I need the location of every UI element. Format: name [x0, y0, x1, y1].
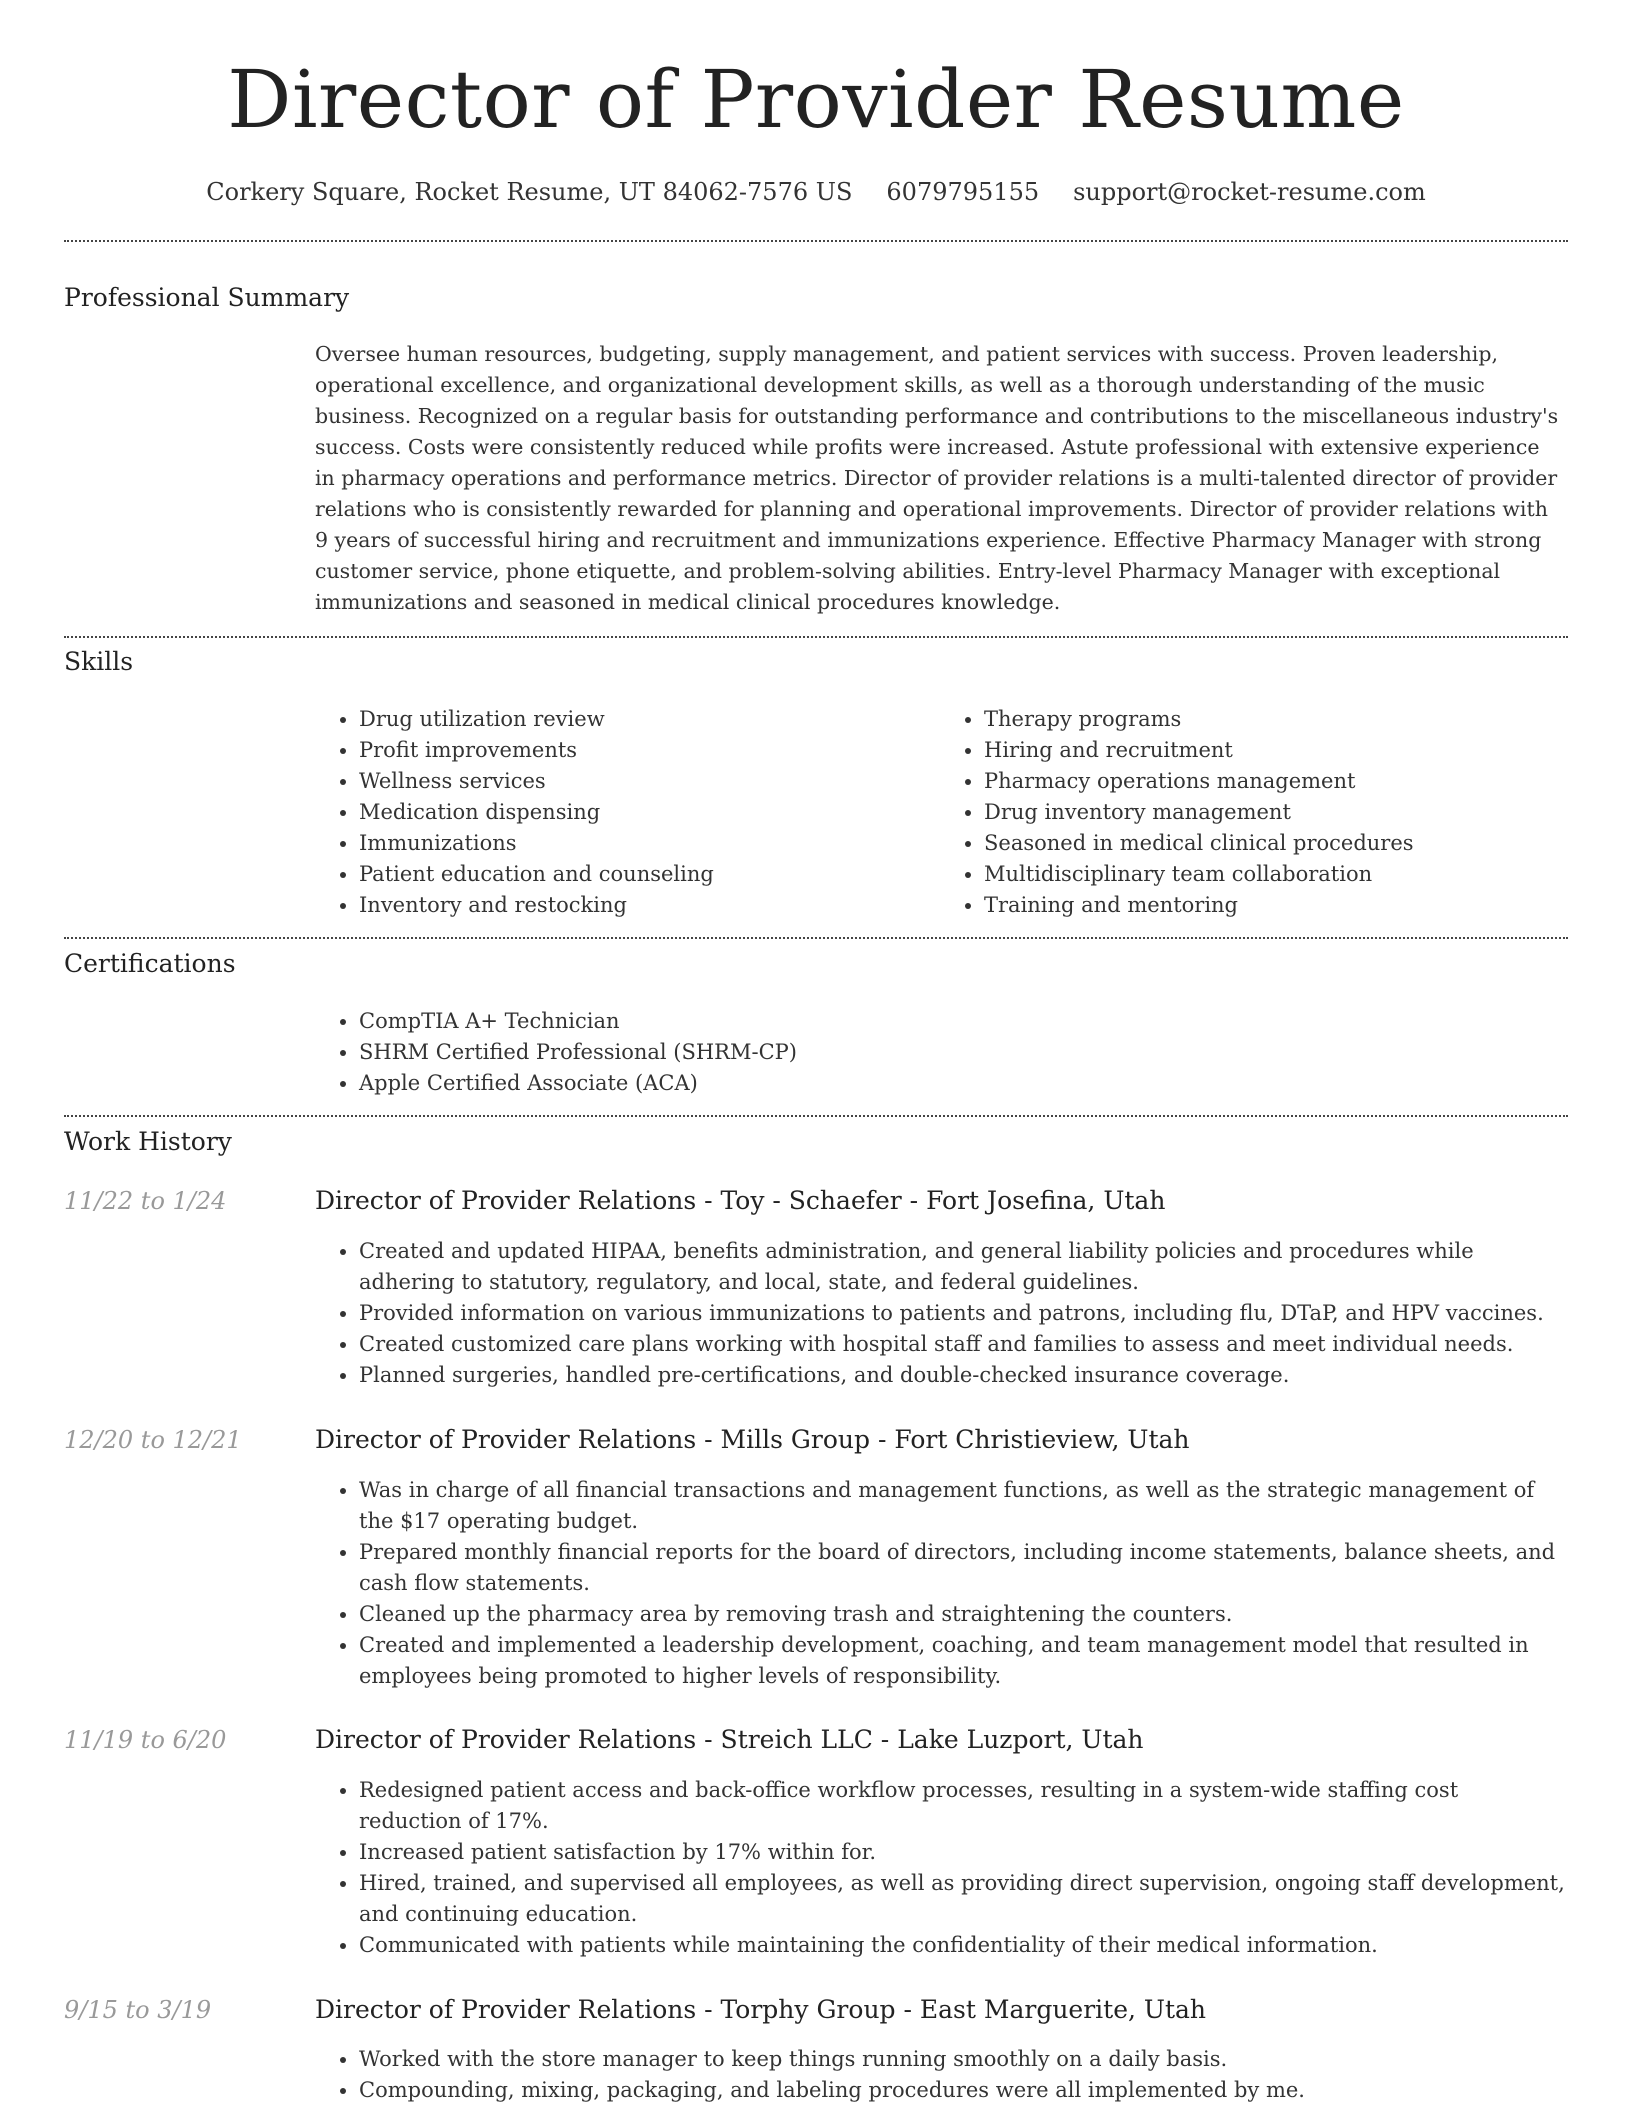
resume-header	[0, 0, 1632, 206]
skill-item: • Medication dispensing	[359, 797, 940, 828]
job-duty: • Planned surgeries, handled pre-certifications, and double-checked insurance coverage.	[359, 1360, 1565, 1391]
job-duty: • Worked with the store manager to keep things running smoothly on a daily basis.	[359, 2044, 1565, 2075]
certification-item: • SHRM Certified Professional (SHRM-CP)	[359, 1037, 1215, 1068]
job-duty: • Created and updated HIPAA, benefits administration, and general liability policies and procedures while adhering to statutory, regulatory, and local, state, and federal guidelines.	[359, 1236, 1565, 1298]
contact-address: Corkery Square, Rocket Resume, UT 84062-7576 US	[206, 178, 853, 206]
skill-item: • Immunizations	[359, 828, 940, 859]
skills-list	[315, 704, 1565, 921]
job-duty: • Increased patient satisfaction by 17% within for.	[359, 1837, 1565, 1868]
job-duties	[315, 1236, 1565, 1391]
job-duty: • Cleaned up the pharmacy area by removing trash and straightening the counters.	[359, 1599, 1565, 1630]
job-dates: 12/20 to 12/21	[64, 1426, 242, 1454]
job-duty: • Provided information on various immunizations to patients and patrons, including flu, DTaP, and HPV vaccines.	[359, 1298, 1565, 1329]
summary-heading: Professional Summary	[64, 283, 350, 312]
contact-phone: 6079795155	[886, 178, 1040, 206]
summary-text: Oversee human resources, budgeting, supply management, and patient services with success. Proven leadership, operational excellence, and organizational development skills, as well as a thorough understanding of the music business. Recognized on a regular basis for outstanding performance and contributions to the miscellaneous industry's success. Costs were consistently reduced while profits were increased. Astute professional with extensive experience in pharmacy operations and performance metrics. Director of provider relations is a multi-talented director of provider relations who is consistently rewarded for planning and operational improvements. Director of provider relations with 9 years of successful hiring and recruitment and immunizations experience. Effective Pharmacy Manager with strong customer service, phone etiquette, and problem-solving abilities. Entry-level Pharmacy Manager with exceptional immunizations and seasoned in medical clinical procedures knowledge.	[315, 342, 1559, 614]
certification-item: • CompTIA A+ Technician	[359, 1006, 1215, 1037]
divider	[64, 636, 1568, 638]
contact-email: support@rocket-resume.com	[1073, 178, 1426, 206]
job-duties	[315, 1475, 1565, 1692]
skills-column-left	[315, 704, 940, 921]
divider	[64, 1115, 1568, 1117]
skill-item: • Pharmacy operations management	[984, 766, 1565, 797]
certifications-list	[315, 1006, 1215, 1099]
skill-item: • Patient education and counseling	[359, 859, 940, 890]
skill-item: • Therapy programs	[984, 704, 1565, 735]
divider	[64, 240, 1568, 242]
job-dates: 9/15 to 3/19	[64, 1996, 212, 2024]
job-title: Director of Provider Relations - Mills Group - Fort Christieview, Utah	[315, 1425, 1190, 1454]
certifications-heading: Certifications	[64, 949, 236, 978]
skill-item: • Profit improvements	[359, 735, 940, 766]
skill-item: • Inventory and restocking	[359, 890, 940, 921]
job-duty: • Compounding, mixing, packaging, and labeling procedures were all implemented by me.	[359, 2075, 1565, 2106]
job-duty: • Prepared monthly financial reports for the board of directors, including income statements, balance sheets, and cash flow statements.	[359, 1537, 1565, 1599]
certification-item: • Apple Certified Associate (ACA)	[359, 1068, 1215, 1099]
job-title: Director of Provider Relations - Streich LLC - Lake Luzport, Utah	[315, 1725, 1144, 1754]
skill-item: • Drug inventory management	[984, 797, 1565, 828]
skill-item: • Hiring and recruitment	[984, 735, 1565, 766]
job-duty: • Created customized care plans working with hospital staff and families to assess and meet individual needs.	[359, 1329, 1565, 1360]
skill-item: • Training and mentoring	[984, 890, 1565, 921]
job-duties	[315, 2044, 1565, 2106]
job-dates: 11/19 to 6/20	[64, 1726, 227, 1754]
resume-title: Director of Provider Resume	[227, 53, 1405, 146]
job-duty: • Created and implemented a leadership development, coaching, and team management model that resulted in employees being promoted to higher levels of responsibility.	[359, 1630, 1565, 1692]
divider	[64, 937, 1568, 939]
skill-item: • Drug utilization review	[359, 704, 940, 735]
skill-item: • Wellness services	[359, 766, 940, 797]
job-duty: • Redesigned patient access and back-office workflow processes, resulting in a system-wide staffing cost reduction of 17%.	[359, 1775, 1565, 1837]
job-duty: • Was in charge of all financial transactions and management functions, as well as the strategic management of the $17 operating budget.	[359, 1475, 1565, 1537]
job-title: Director of Provider Relations - Torphy Group - East Marguerite, Utah	[315, 1995, 1207, 2024]
job-title: Director of Provider Relations - Toy - Schaefer - Fort Josefina, Utah	[315, 1186, 1166, 1215]
contact-line	[0, 178, 1632, 206]
job-dates: 11/22 to 1/24	[64, 1187, 227, 1215]
skill-item: • Seasoned in medical clinical procedures	[984, 828, 1565, 859]
skills-heading: Skills	[64, 647, 134, 676]
skill-item: • Multidisciplinary team collaboration	[984, 859, 1565, 890]
job-duties	[315, 1775, 1565, 1961]
job-duty: • Hired, trained, and supervised all employees, as well as providing direct supervision, ongoing staff development, and continuing education.	[359, 1868, 1565, 1930]
job-duty: • Communicated with patients while maintaining the confidentiality of their medical information.	[359, 1930, 1565, 1961]
skills-column-right	[940, 704, 1565, 921]
work-history-heading: Work History	[64, 1127, 232, 1156]
